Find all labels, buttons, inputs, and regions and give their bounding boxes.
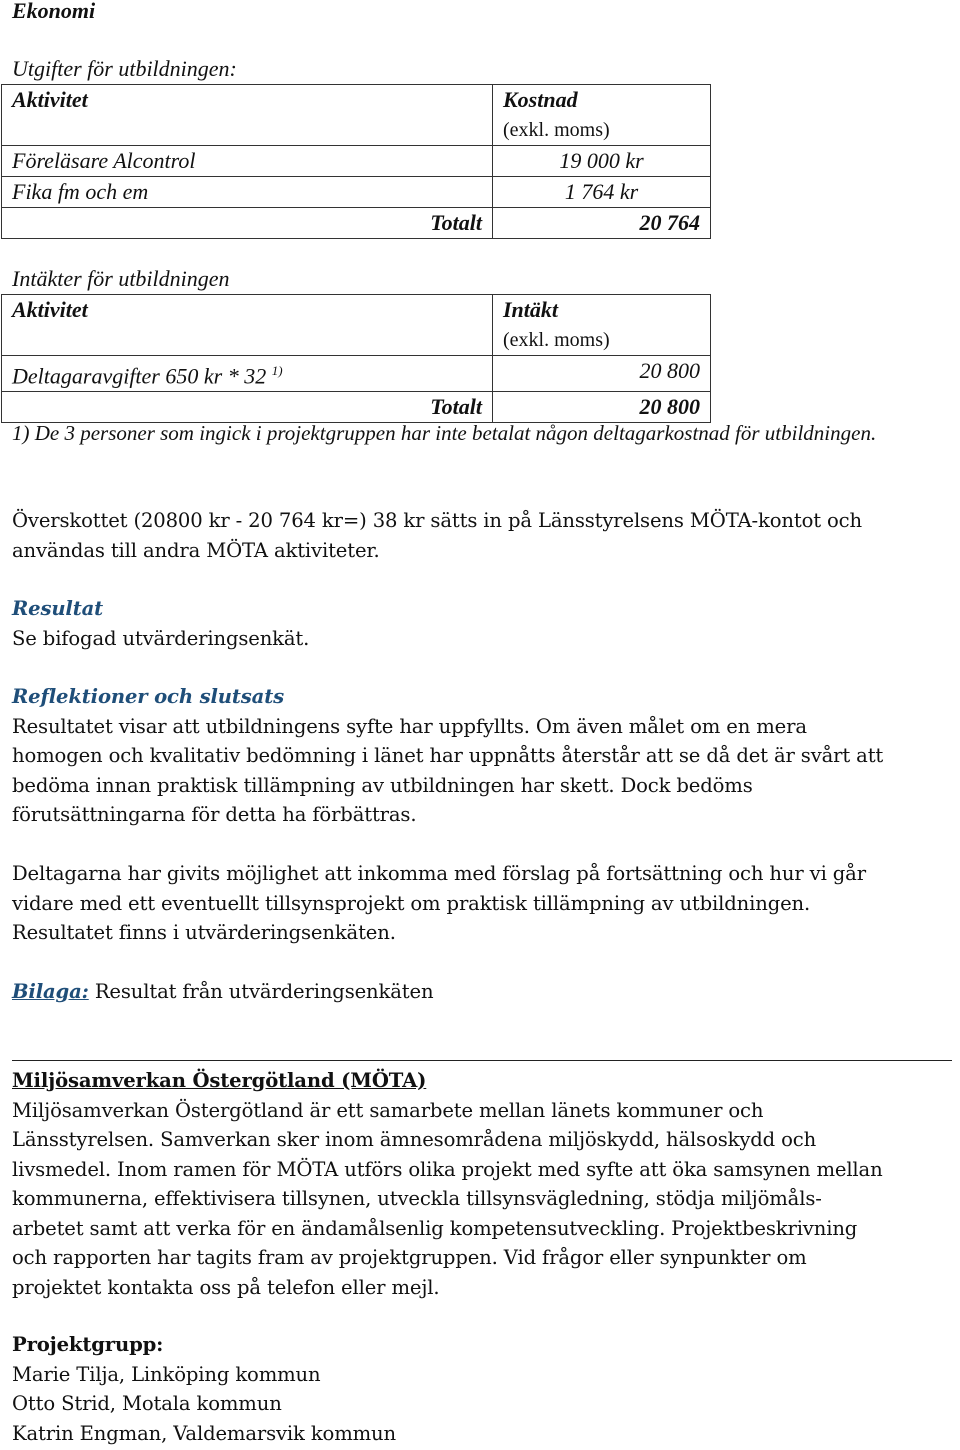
income-header-income xyxy=(493,295,711,356)
attachment-label: Bilaga: xyxy=(12,980,89,1003)
income-total-label: Totalt xyxy=(2,392,493,423)
costs-row-activity: Fika fm och em xyxy=(2,177,493,208)
about-section xyxy=(12,1066,957,1302)
attachment-text: Resultat från utvärderingsenkäten xyxy=(88,980,434,1003)
section-title-ekonomi: Ekonomi xyxy=(12,0,96,23)
text-line: livsmedel. Inom ramen för MÖTA utförs olika projekt med syfte att öka samsynen mellan xyxy=(12,1157,883,1181)
costs-row-amount: 1 764 kr xyxy=(493,177,711,208)
list-item: Katrin Engman, Valdemarsvik kommun xyxy=(12,1421,397,1445)
text-line: kommunerna, effektivisera tillsynen, utveckla tillsynsvägledning, stödja miljömåls- xyxy=(12,1187,822,1210)
table-row xyxy=(2,177,711,208)
project-group-heading: Projektgrupp: xyxy=(12,1333,164,1356)
text-line: bedöma innan praktisk tillämpning av utbildningen har skett. Dock bedöms xyxy=(12,773,753,797)
costs-header-cost-sub: (exkl. moms) xyxy=(503,119,610,141)
text-line: vidare med ett eventuellt tillsynsprojekt om praktisk tillämpning av utbildningen. xyxy=(12,891,811,915)
income-header-row xyxy=(2,295,711,356)
text-line: Överskottet (20800 kr - 20 764 kr=) 38 kr sätts in på Länsstyrelsens MÖTA-kontot och xyxy=(12,509,862,532)
surplus-paragraph xyxy=(12,506,957,565)
costs-header-activity: Aktivitet xyxy=(2,85,493,146)
costs-row-activity: Föreläsare Alcontrol xyxy=(2,146,493,177)
costs-total-row xyxy=(2,208,711,239)
table-row xyxy=(2,146,711,177)
result-text: Se bifogad utvärderingsenkät. xyxy=(12,626,310,650)
income-table xyxy=(1,294,711,423)
footnote-marker: 1) xyxy=(271,363,283,378)
income-footnote: 1) De 3 personer som ingick i projektgruppen har inte betalat någon deltagarkostnad för utbildningen. xyxy=(12,421,877,445)
project-group-section xyxy=(12,1330,957,1448)
section-divider xyxy=(12,1060,952,1061)
text-line: arbetet samt att verka för en ändamålsenlig kompetensutveckling. Projektbeskrivning xyxy=(12,1216,858,1240)
costs-header-cost xyxy=(493,85,711,146)
result-section xyxy=(12,594,957,653)
text-line: Resultatet finns i utvärderingsenkäten. xyxy=(12,921,396,944)
costs-table xyxy=(1,84,711,239)
income-header-income-label: Intäkt xyxy=(503,297,559,322)
text-line: Miljösamverkan Östergötland är ett samarbete mellan länets kommuner och xyxy=(12,1098,764,1122)
income-caption: Intäkter för utbildningen xyxy=(12,266,230,291)
about-heading: Miljösamverkan Östergötland (MÖTA) xyxy=(12,1069,427,1092)
income-row-activity xyxy=(2,356,493,392)
text-line: och rapporten har tagits fram av projektgruppen. Vid frågor eller synpunkter om xyxy=(12,1246,807,1269)
costs-total-label: Totalt xyxy=(2,208,493,239)
list-item: Marie Tilja, Linköping kommun xyxy=(12,1362,321,1386)
text-line: Länsstyrelsen. Samverkan sker inom ämnesområdena miljöskydd, hälsoskydd och xyxy=(12,1128,817,1151)
costs-row-amount: 19 000 kr xyxy=(493,146,711,177)
income-header-income-sub: (exkl. moms) xyxy=(503,329,610,351)
text-line: användas till andra MÖTA aktiviteter. xyxy=(12,538,380,562)
reflections-section xyxy=(12,682,957,830)
income-row-amount: 20 800 xyxy=(493,356,711,392)
income-header-activity: Aktivitet xyxy=(2,295,493,356)
list-item: Otto Strid, Motala kommun xyxy=(12,1392,282,1415)
text-line: Deltagarna har givits möjlighet att inkomma med förslag på fortsättning och hur vi går xyxy=(12,862,866,885)
text-line: förutsättningarna för detta ha förbättras. xyxy=(12,803,417,826)
costs-header-cost-label: Kostnad xyxy=(503,87,578,112)
reflections-heading: Reflektioner och slutsats xyxy=(12,685,284,708)
income-row-activity-text: Deltagaravgifter 650 kr * 32 xyxy=(12,363,272,389)
income-total-value: 20 800 xyxy=(493,392,711,423)
text-line: Resultatet visar att utbildningens syfte har uppfyllts. Om även målet om en mera xyxy=(12,714,807,738)
result-heading: Resultat xyxy=(12,597,104,620)
costs-caption: Utgifter för utbildningen: xyxy=(12,56,237,81)
attachment-line xyxy=(12,977,957,1007)
table-row xyxy=(2,356,711,392)
costs-total-value: 20 764 xyxy=(493,208,711,239)
text-line: homogen och kvalitativ bedömning i länet har uppnåtts återstår att se då det är svårt att xyxy=(12,744,884,767)
reflections-paragraph-2 xyxy=(12,859,957,948)
costs-header-row xyxy=(2,85,711,146)
text-line: projektet kontakta oss på telefon eller mejl. xyxy=(12,1275,440,1299)
